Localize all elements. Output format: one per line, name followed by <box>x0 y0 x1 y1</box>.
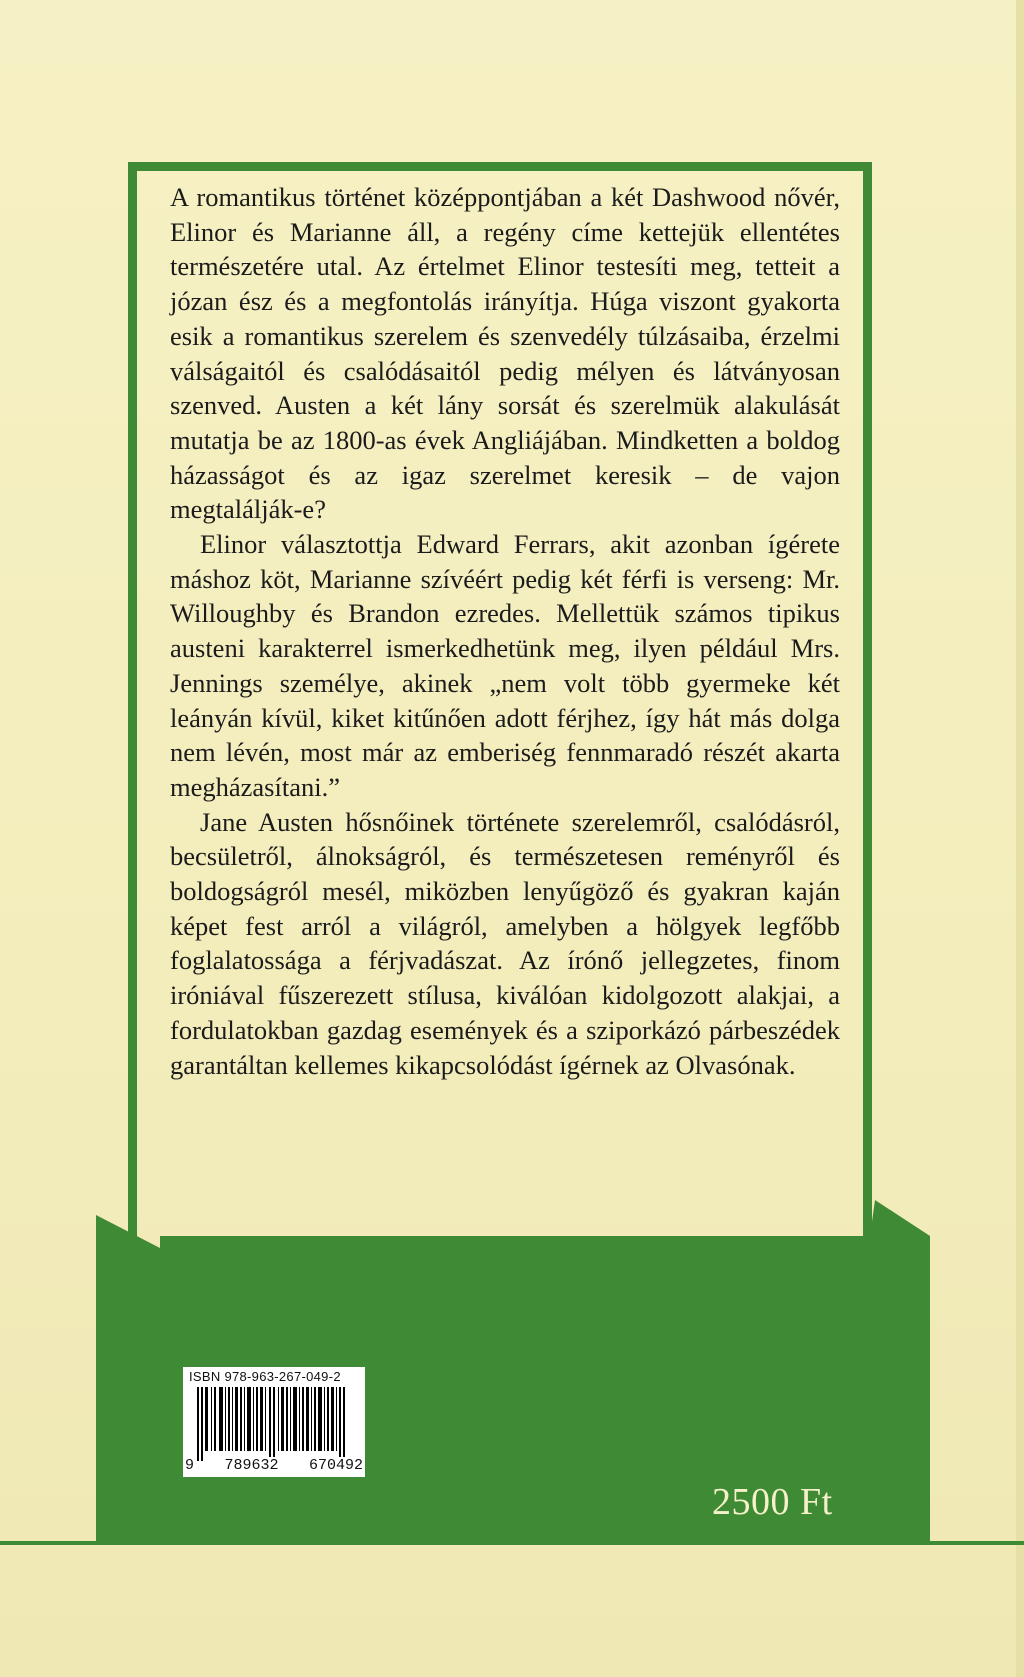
frame-top <box>128 162 872 171</box>
frame-left <box>128 162 137 1242</box>
price-label: 2500 Ft <box>712 1481 833 1523</box>
ean-right-group: 670492 <box>308 1457 363 1474</box>
isbn-label: ISBN 978-963-267-049-2 <box>189 1369 341 1384</box>
blurb-text <box>170 180 840 1082</box>
blurb-paragraph-2: Elinor választottja Edward Ferrars, akit azonban ígérete máshoz köt, Marianne szívéért pedig két férfi is verseng: Mr. Willoughby és Brandon ezredes. Mellettük számos tipikus austeni karakterrel ismerkedhetünk meg, ilyen például Mrs. Jennings személye, akinek „nem volt több gyermeke két leányán kívül, kiket kitűnően adott férjhez, így hát más dolga nem lévén, most már az emberiség fennmaradó részét akarta megházasítani.” <box>170 529 840 802</box>
ean-digits <box>185 1457 363 1474</box>
ean-left-group: 789632 <box>224 1457 279 1474</box>
blurb-paragraph-1: A romantikus történet középpontjában a két Dashwood nővér, Elinor és Marianne áll, a regény címe kettejük ellentétes természetére utal. Az értelmet Elinor testesíti meg, tetteit a józan ész és a megfontolás irányítja. Húga viszont gyakorta esik a romantikus szerelem és szenvedély túlzásaiba, érzelmi válságaitól és csalódásaitól pedig mélyen és látványosan szenved. Austen a két lány sorsát és szerelmük alakulását mutatja be az 1800-as évek Angliájában. Mindketten a boldog házasságot és az igaz szerelmet keresik – de vajon megtalálják-e? <box>170 182 840 525</box>
ean-first-digit: 9 <box>185 1457 195 1474</box>
blurb-paragraph-3: Jane Austen hősnőinek története szerelemről, csalódásról, becsületről, álnokságról, és természetesen reményről és boldogságról mesél, miközben lenyűgöző és gyakran kaján képet fest arról a világról, amelyben a hölgyek legfőbb foglalatossága a férjvadászat. Az írónő jellegzetes, finom iróniával fűszerezett stílusa, kiválóan kidolgozott alakjai, a fordulatokban gazdag események és a sziporkázó párbeszédek garantáltan kellemes kikapcsolódást ígérnek az Olvasónak. <box>170 806 840 1080</box>
bottom-rule <box>0 1541 1024 1545</box>
barcode-bars <box>187 1387 361 1461</box>
isbn-barcode <box>183 1367 365 1477</box>
frame-right <box>863 162 872 1242</box>
